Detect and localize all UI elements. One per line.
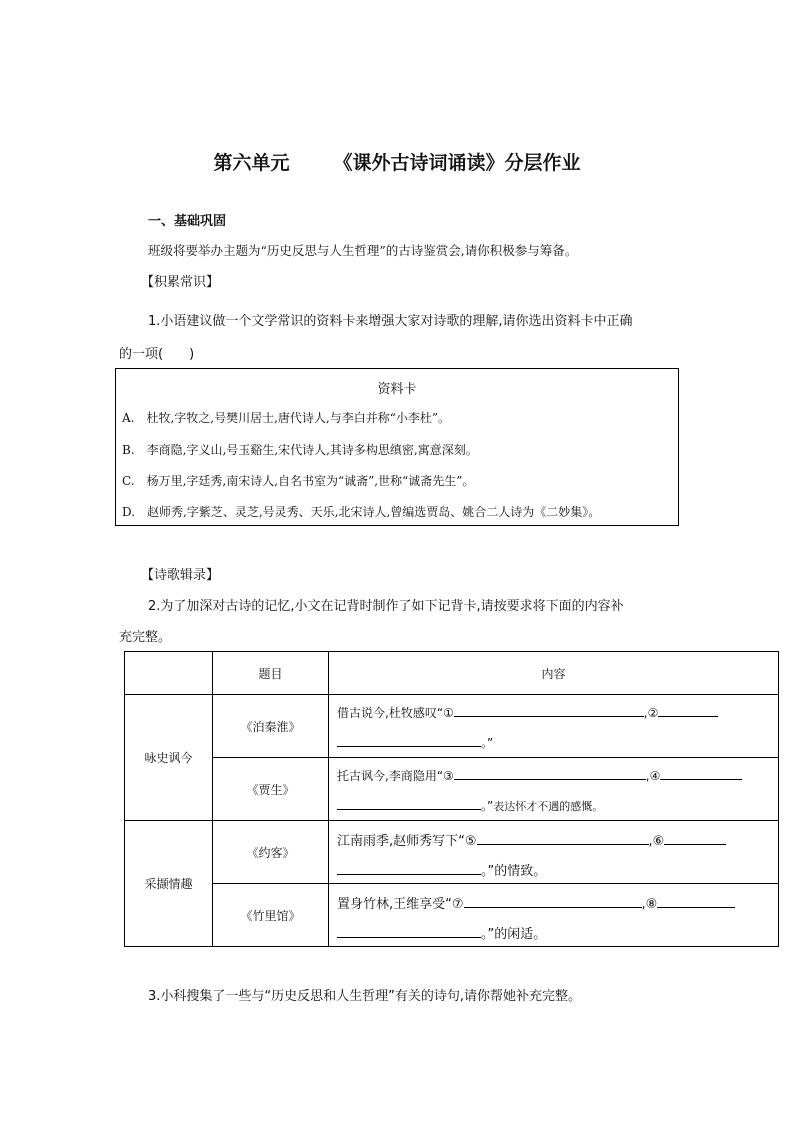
option-d: D. 赵师秀,字紫芝、灵芝,号灵秀、天乐,北宋诗人,曾编选贾岛、姚合二人诗为《二妙集》。 xyxy=(122,505,601,519)
poem-title: 《约客》 xyxy=(213,821,329,884)
answer-blank-6-cont[interactable] xyxy=(337,862,481,875)
answer-blank-4-cont[interactable] xyxy=(337,797,481,810)
prompt-text: 借古说今,杜牧感叹“① xyxy=(337,706,454,720)
poem-title: 《贾生》 xyxy=(213,758,329,821)
subheading-knowledge: 【积累常识】 xyxy=(141,275,220,290)
answer-blank-4[interactable] xyxy=(660,767,742,780)
table-row: 采撷情趣 《约客》 江南雨季,赵师秀写下“⑤ ,⑥ 。”的情致。 xyxy=(125,821,779,884)
title-name: 《课外古诗词诵读》分层作业 xyxy=(333,152,581,174)
section-heading: 一、基础巩固 xyxy=(148,214,227,229)
poem-title: 《泊秦淮》 xyxy=(213,695,329,758)
header-content: 内容 xyxy=(329,652,779,695)
title-unit: 第六单元 xyxy=(213,152,290,174)
question-2-line2: 充完整。 xyxy=(119,630,172,645)
answer-blank-8-cont[interactable] xyxy=(337,925,481,938)
option-c: C. 杨万里,字廷秀,南宋诗人,自名书室为“诚斋”,世称“诚斋先生”。 xyxy=(122,474,475,488)
table-row: 《竹里馆》 置身竹林,王维享受“⑦ ,⑧ 。”的闲适。 xyxy=(125,884,779,947)
answer-blank-5[interactable] xyxy=(477,832,649,845)
table-header-row xyxy=(125,652,779,695)
question-2-line1: 2.为了加深对古诗的记忆,小文在记背时制作了如下记背卡,请按要求将下面的内容补 xyxy=(148,599,624,614)
poem-title: 《竹里馆》 xyxy=(213,884,329,947)
card-title: 资料卡 xyxy=(377,382,417,397)
subheading-poems: 【诗歌辑录】 xyxy=(141,568,220,583)
answer-blank-7[interactable] xyxy=(464,895,642,908)
category-cell: 咏史讽今 xyxy=(125,695,213,821)
intro-text: 班级将要举办主题为“历史反思与人生哲理”的古诗鉴赏会,请你积极参与筹备。 xyxy=(148,243,578,258)
table-row: 《贾生》 托古讽今,李商隐用“③ ,④ 。”表达怀才不遇的感慨。 xyxy=(125,758,779,821)
memory-card-table xyxy=(124,651,779,947)
question-3: 3.小科搜集了一些与“历史反思和人生哲理”有关的诗句,请你帮她补充完整。 xyxy=(148,989,582,1004)
answer-blank-2[interactable] xyxy=(658,704,718,717)
info-card xyxy=(115,368,679,526)
answer-blank-6[interactable] xyxy=(664,832,726,845)
answer-blank-2-cont[interactable] xyxy=(337,734,481,747)
answer-blank-1[interactable] xyxy=(454,704,644,717)
question-1-line2: 的一项( ) xyxy=(119,347,195,362)
option-a: A. 杜牧,字牧之,号樊川居士,唐代诗人,与李白并称“小李杜”。 xyxy=(122,411,451,425)
option-b: B. 李商隐,字义山,号玉谿生,宋代诗人,其诗多构思缜密,寓意深刻。 xyxy=(122,443,478,457)
question-1-line1: 1.小语建议做一个文学常识的资料卡来增强大家对诗歌的理解,请你选出资料卡中正确 xyxy=(148,314,633,329)
category-cell: 采撷情趣 xyxy=(125,821,213,947)
answer-blank-8[interactable] xyxy=(657,895,735,908)
header-title: 题目 xyxy=(213,652,329,695)
page-title xyxy=(0,148,794,175)
answer-blank-3[interactable] xyxy=(454,767,646,780)
table-row: 咏史讽今 《泊秦淮》 借古说今,杜牧感叹“① ,② 。” xyxy=(125,695,779,758)
